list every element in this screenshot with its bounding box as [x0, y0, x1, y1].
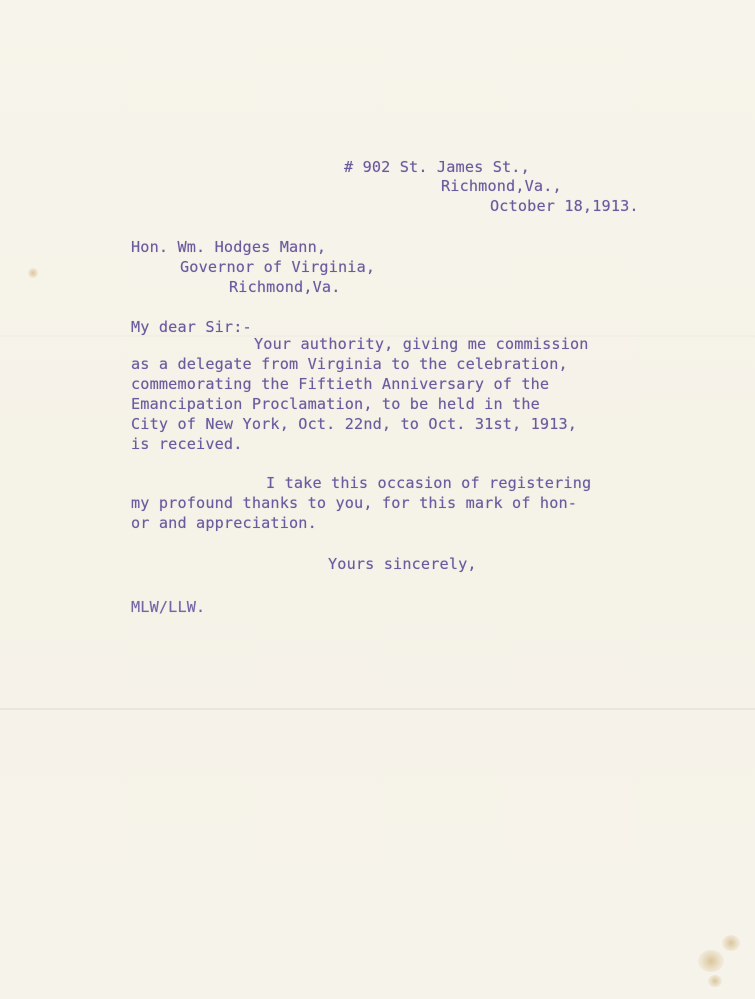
body-line: is received.: [131, 435, 243, 453]
body-line: City of New York, Oct. 22nd, to Oct. 31st, 1913,: [131, 415, 578, 433]
recipient-name: Hon. Wm. Hodges Mann,: [131, 238, 327, 256]
body-line: commemorating the Fiftieth Anniversary of the: [131, 375, 550, 393]
paper-stain: [28, 268, 38, 278]
body-line: Your authority, giving me commission: [254, 335, 589, 353]
closing: Yours sincerely,: [328, 555, 477, 573]
body-line: or and appreciation.: [131, 514, 317, 532]
return-address-street: # 902 St. James St.,: [344, 158, 530, 176]
recipient-city: Richmond,Va.: [229, 278, 341, 296]
typist-initials: MLW/LLW.: [131, 598, 206, 616]
body-line: I take this occasion of registering: [266, 474, 592, 492]
body-line: as a delegate from Virginia to the celebration,: [131, 355, 568, 373]
paper-stain: [722, 935, 740, 951]
body-line: Emancipation Proclamation, to be held in the: [131, 395, 540, 413]
body-line: my profound thanks to you, for this mark of hon-: [131, 494, 578, 512]
paper-stain: [698, 950, 724, 972]
return-address-city: Richmond,Va.,: [441, 177, 562, 195]
paper-stain: [708, 975, 722, 987]
salutation: My dear Sir:-: [131, 318, 252, 336]
paper-fold-lower: [0, 708, 755, 710]
recipient-title: Governor of Virginia,: [180, 258, 376, 276]
letter-date: October 18,1913.: [490, 197, 639, 215]
